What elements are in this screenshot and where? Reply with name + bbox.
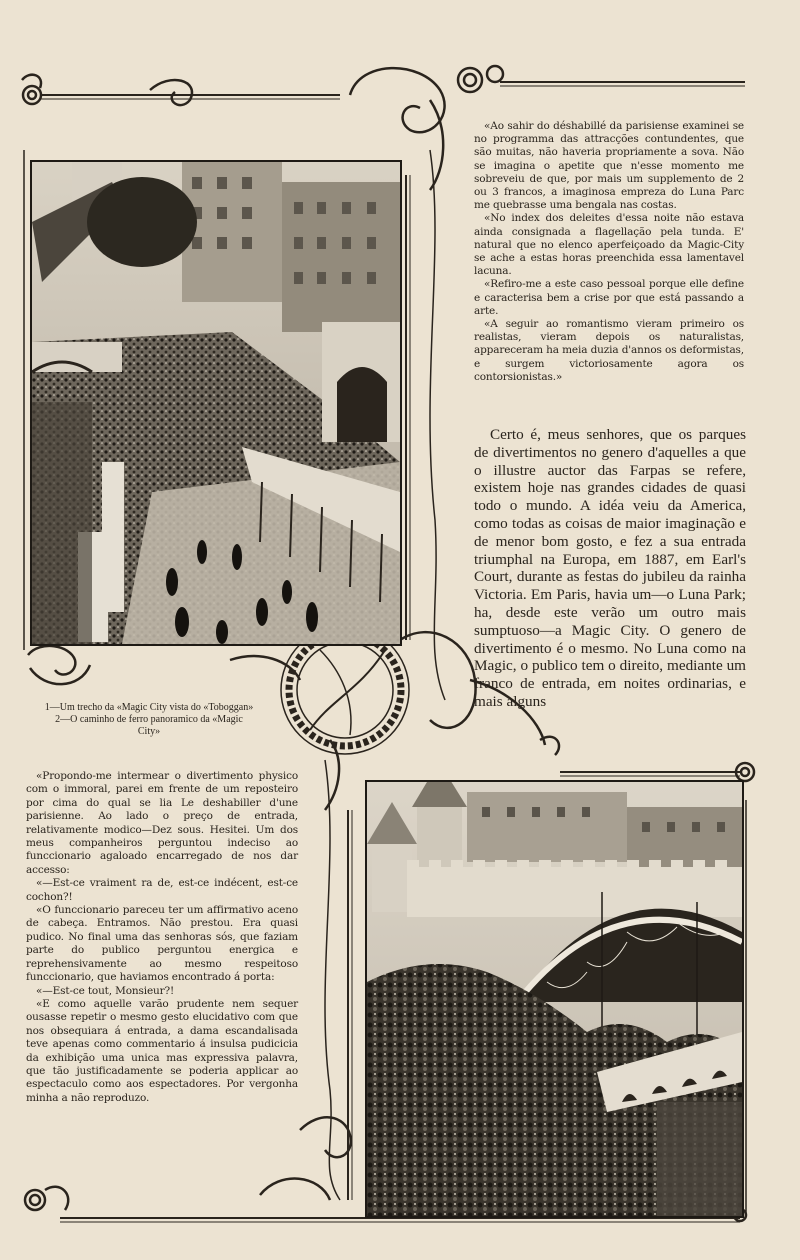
paragraph: «E como aquelle varão prudente nem sequer ousasse repetir o mesmo gesto elucidativo com que nos obsequiara á entrada, a dama escandalisada teve apenas como commentario á insulsa pudicicia da exhibição uma unica mas expressiva palavra, que tão justificadamente se poderia applicar ao espectaculo como aos espectadores. Por vergonha minha a não reproduzo.	[26, 997, 298, 1104]
caption-line-1: 1—Um trecho da «Magic City vista do «Toboggan»	[44, 702, 254, 713]
photo-1-image	[32, 162, 400, 644]
paragraph: «A seguir ao romantismo vieram primeiro os realistas, vieram depois os naturalistas, appareceram ha meia duzia d'annos os deformistas, e surgem victoriosamente agora os contorsionistas.»	[474, 318, 744, 383]
paragraph: Certo é, meus senhores, que os parques de divertimentos no genero d'aquelles a que o illustre auctor das Farpas se refere, existem hoje nas grandes cidades de quasi todo o mundo. A idéa veiu da America, como todas as coisas de maior imaginação e de menor bom gosto, e fez a sua entrada triumphal na Europa, em 1887, em Earl's Court, durante as festas do jubileu da rainha Victoria. Em Paris, havia um—o Luna Park; ha, desde este verão um outro mais sumptuoso—a Magic City. O genero de divertimento é o mesmo. No Luna como na Magic, o publico tem o direito, mediante um franco de entrada, em noites ordinarias, e mais alguns	[474, 426, 746, 710]
paragraph: «Ao sahir do déshabillé da parisiense examinei se no programma das attracções contundentes, que são muitas, não haveria propriamente a sova. Não se imagina o apetite que n'esse momento me sobreveiu de que, por mais um supplemento de 2 ou 3 francos, a imaginosa empreza do Luna Parc me quebrasse uma bengala nas costas.	[474, 120, 744, 212]
photo-magic-city-from-toboggan	[30, 160, 402, 646]
paragraph: «—Est-ce vraiment ra de, est-ce indécent, est-ce cochon?!	[26, 877, 298, 903]
caption-line-2: 2—O caminho de ferro panoramico da «Magic City»	[55, 714, 243, 737]
paragraph: «Refiro-me a este caso pessoal porque elle define e caracterisa bem a crise por que está passando a arte.	[474, 278, 744, 317]
paragraph: «O funccionario pareceu ter um affirmativo aceno de cabeça. Entramos. Não prestou. Era quasi pudico. No final uma das senhoras sós, que faziam parte do publico perguntou energica e reprehensivamente ao mesmo respeitoso funccionario, que haviamos encontrado á porta:	[26, 904, 298, 984]
article-column-main	[474, 426, 746, 711]
article-column-bottom	[26, 770, 298, 1105]
paragraph: «—Est-ce tout, Monsieur?!	[36, 984, 175, 997]
photo-2-image	[367, 782, 742, 1216]
paragraph: «Propondo-me intermear o divertimento physico com o immoral, parei em frente de um reposteiro por cima do qual se lia Le deshabiller d'une parisienne. Ao lado o preço de entrada, relativamente modico—Dez sous. Hesitei. Um dos meus companheiros perguntou indeciso ao funccionario agaloado encarregado de nos dar accesso:	[26, 770, 298, 876]
photo-panoramic-railway	[365, 780, 744, 1218]
photo-caption	[44, 702, 254, 738]
article-column-top	[474, 120, 744, 384]
paragraph: «No index dos deleites d'essa noite não estava ainda consignada a flagellação pela tunda. E' natural que no elenco aperfeiçoado da Magic-City se ache a estas horas preenchida essa lamentavel lacuna.	[474, 212, 744, 278]
